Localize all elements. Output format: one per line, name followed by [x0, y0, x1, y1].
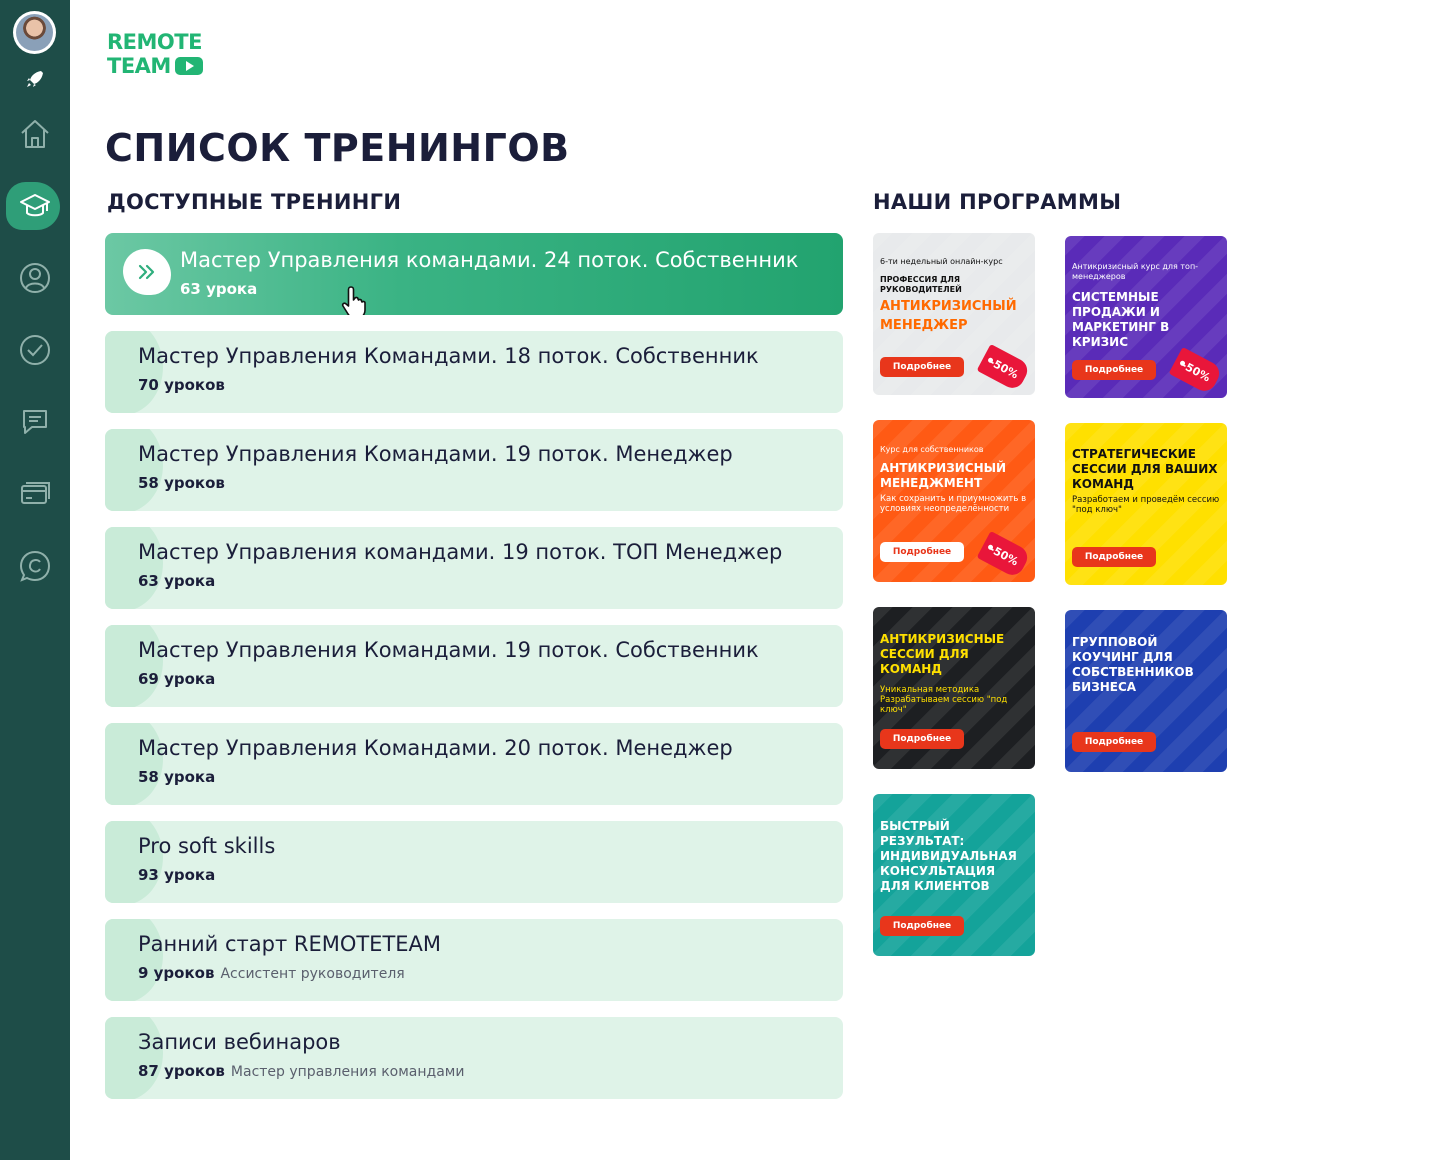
program-card[interactable]: [1065, 610, 1227, 772]
program-kicker-2: ПРОФЕССИЯ ДЛЯ РУКОВОДИТЕЛЕЙ: [880, 275, 962, 294]
program-card[interactable]: [873, 607, 1035, 769]
graduation-cap-icon: [18, 189, 52, 223]
page-title: СПИСОК ТРЕНИНГОВ: [105, 126, 570, 170]
training-card[interactable]: [105, 527, 843, 609]
more-button[interactable]: Подробнее: [880, 729, 964, 749]
play-icon: [175, 57, 203, 75]
program-headline: БЫСТРЫЙ РЕЗУЛЬТАТ: ИНДИВИДУАЛЬНАЯ КОНСУЛЬТАЦИЯ ДЛЯ КЛИЕНТОВ: [880, 819, 1017, 893]
training-card[interactable]: [105, 1017, 843, 1099]
logo[interactable]: [107, 30, 203, 78]
more-button[interactable]: Подробнее: [880, 542, 964, 562]
training-subtitle: Ассистент руководителя: [220, 966, 405, 982]
rocket-icon[interactable]: [25, 69, 45, 89]
sidebar: [0, 0, 70, 1160]
discount-tag: -50%: [977, 531, 1032, 579]
copyright-icon: [18, 549, 52, 583]
program-headline: АНТИКРИЗИСНЫЙ МЕНЕДЖМЕНТ: [880, 461, 1007, 490]
more-button[interactable]: Подробнее: [880, 916, 964, 936]
avatar-photo: [16, 14, 53, 51]
training-meta: [138, 964, 405, 982]
training-meta: [180, 280, 257, 298]
program-headline: АНТИКРИЗИСНЫЕ СЕССИИ ДЛЯ КОМАНД: [880, 632, 1005, 676]
hand-cursor-icon: [341, 285, 373, 315]
program-headline: СИСТЕМНЫЕ ПРОДАЖИ И МАРКЕТИНГ В КРИЗИС: [1072, 290, 1170, 349]
more-button[interactable]: Подробнее: [1072, 732, 1156, 752]
program-headline: ГРУППОВОЙ КОУЧИНГ ДЛЯ СОБСТВЕННИКОВ БИЗНЕСА: [1072, 635, 1194, 694]
lesson-count: 63 урока: [180, 280, 258, 298]
check-circle-icon: [18, 333, 52, 367]
program-headline: АНТИКРИЗИСНЫЙ МЕНЕДЖЕР: [880, 299, 1017, 333]
training-card[interactable]: [105, 723, 843, 805]
avatar[interactable]: [13, 11, 56, 54]
program-headline: СТРАТЕГИЧЕСКИЕ СЕССИИ ДЛЯ ВАШИХ КОМАНД: [1072, 447, 1218, 491]
training-meta: [138, 768, 215, 786]
training-card[interactable]: [105, 429, 843, 511]
sidebar-item-home[interactable]: [0, 106, 70, 162]
training-title: Мастер Управления командами. 24 поток. Собственник: [180, 248, 799, 272]
training-list: [105, 233, 843, 1115]
chat-icon: [18, 405, 52, 439]
home-icon: [18, 117, 52, 151]
lesson-count: 70 уроков: [138, 376, 225, 394]
logo-line-2: TEAM: [107, 54, 171, 78]
more-button[interactable]: Подробнее: [1072, 360, 1156, 380]
section-title-available: ДОСТУПНЫЕ ТРЕНИНГИ: [107, 190, 402, 214]
lesson-count: 58 уроков: [138, 474, 225, 492]
credit-card-icon: [18, 477, 52, 511]
discount-tag: -50%: [977, 344, 1032, 392]
sidebar-item-payments[interactable]: [0, 466, 70, 522]
program-kicker: 6-ти недельный онлайн-курс: [880, 257, 1003, 266]
training-title: Мастер Управления Командами. 19 поток. Собственник: [138, 638, 759, 662]
sidebar-item-copyright[interactable]: [0, 538, 70, 594]
double-chevron-icon: [123, 249, 171, 295]
logo-line-1: REMOTE: [107, 30, 202, 54]
training-meta: [138, 670, 215, 688]
lesson-count: 93 урока: [138, 866, 216, 884]
training-title: Мастер Управления Командами. 20 поток. Менеджер: [138, 736, 733, 760]
discount-tag: -50%: [1169, 347, 1224, 395]
training-card[interactable]: [105, 821, 843, 903]
sidebar-item-tasks[interactable]: [0, 322, 70, 378]
training-card[interactable]: [105, 625, 843, 707]
lesson-count: 9 уроков: [138, 964, 215, 982]
program-card[interactable]: [1065, 423, 1227, 585]
more-button[interactable]: Подробнее: [880, 357, 964, 377]
training-meta: [138, 376, 225, 394]
program-description: Как сохранить и приумножить в условиях неопределённости: [880, 494, 1027, 514]
training-meta: [138, 1062, 464, 1080]
lesson-count: 63 урока: [138, 572, 216, 590]
training-card[interactable]: [105, 233, 843, 315]
training-meta: [138, 572, 215, 590]
training-card[interactable]: [105, 919, 843, 1001]
program-kicker: Антикризисный курс для топ-менеджеров: [1072, 262, 1199, 281]
sidebar-item-profile[interactable]: [0, 250, 70, 306]
program-description: Уникальная методика Разрабатываем сессию "под ключ": [880, 685, 1008, 715]
program-card[interactable]: [873, 233, 1035, 395]
training-card[interactable]: [105, 331, 843, 413]
program-card[interactable]: [1065, 236, 1227, 398]
user-icon: [18, 261, 52, 295]
lesson-count: 87 уроков: [138, 1062, 225, 1080]
training-title: Мастер Управления Командами. 18 поток. Собственник: [138, 344, 759, 368]
logo-line-2-row: [107, 54, 203, 78]
program-kicker: Курс для собственников: [880, 445, 984, 454]
training-title: Ранний старт REMOTETEAM: [138, 932, 442, 956]
sidebar-item-chat[interactable]: [0, 394, 70, 450]
program-description: Разработаем и проведём сессию "под ключ": [1072, 495, 1220, 515]
lesson-count: 58 урока: [138, 768, 216, 786]
training-title: Записи вебинаров: [138, 1030, 341, 1054]
training-title: Мастер Управления командами. 19 поток. ТОП Менеджер: [138, 540, 783, 564]
program-card[interactable]: [873, 420, 1035, 582]
lesson-count: 69 урока: [138, 670, 216, 688]
training-meta: [138, 866, 215, 884]
training-meta: [138, 474, 225, 492]
training-title: Pro soft skills: [138, 834, 276, 858]
section-title-programs: НАШИ ПРОГРАММЫ: [873, 190, 1122, 214]
sidebar-item-trainings[interactable]: [0, 178, 70, 234]
training-subtitle: Мастер управления командами: [230, 1064, 465, 1080]
training-title: Мастер Управления Командами. 19 поток. Менеджер: [138, 442, 733, 466]
more-button[interactable]: Подробнее: [1072, 547, 1156, 567]
program-card[interactable]: [873, 794, 1035, 956]
